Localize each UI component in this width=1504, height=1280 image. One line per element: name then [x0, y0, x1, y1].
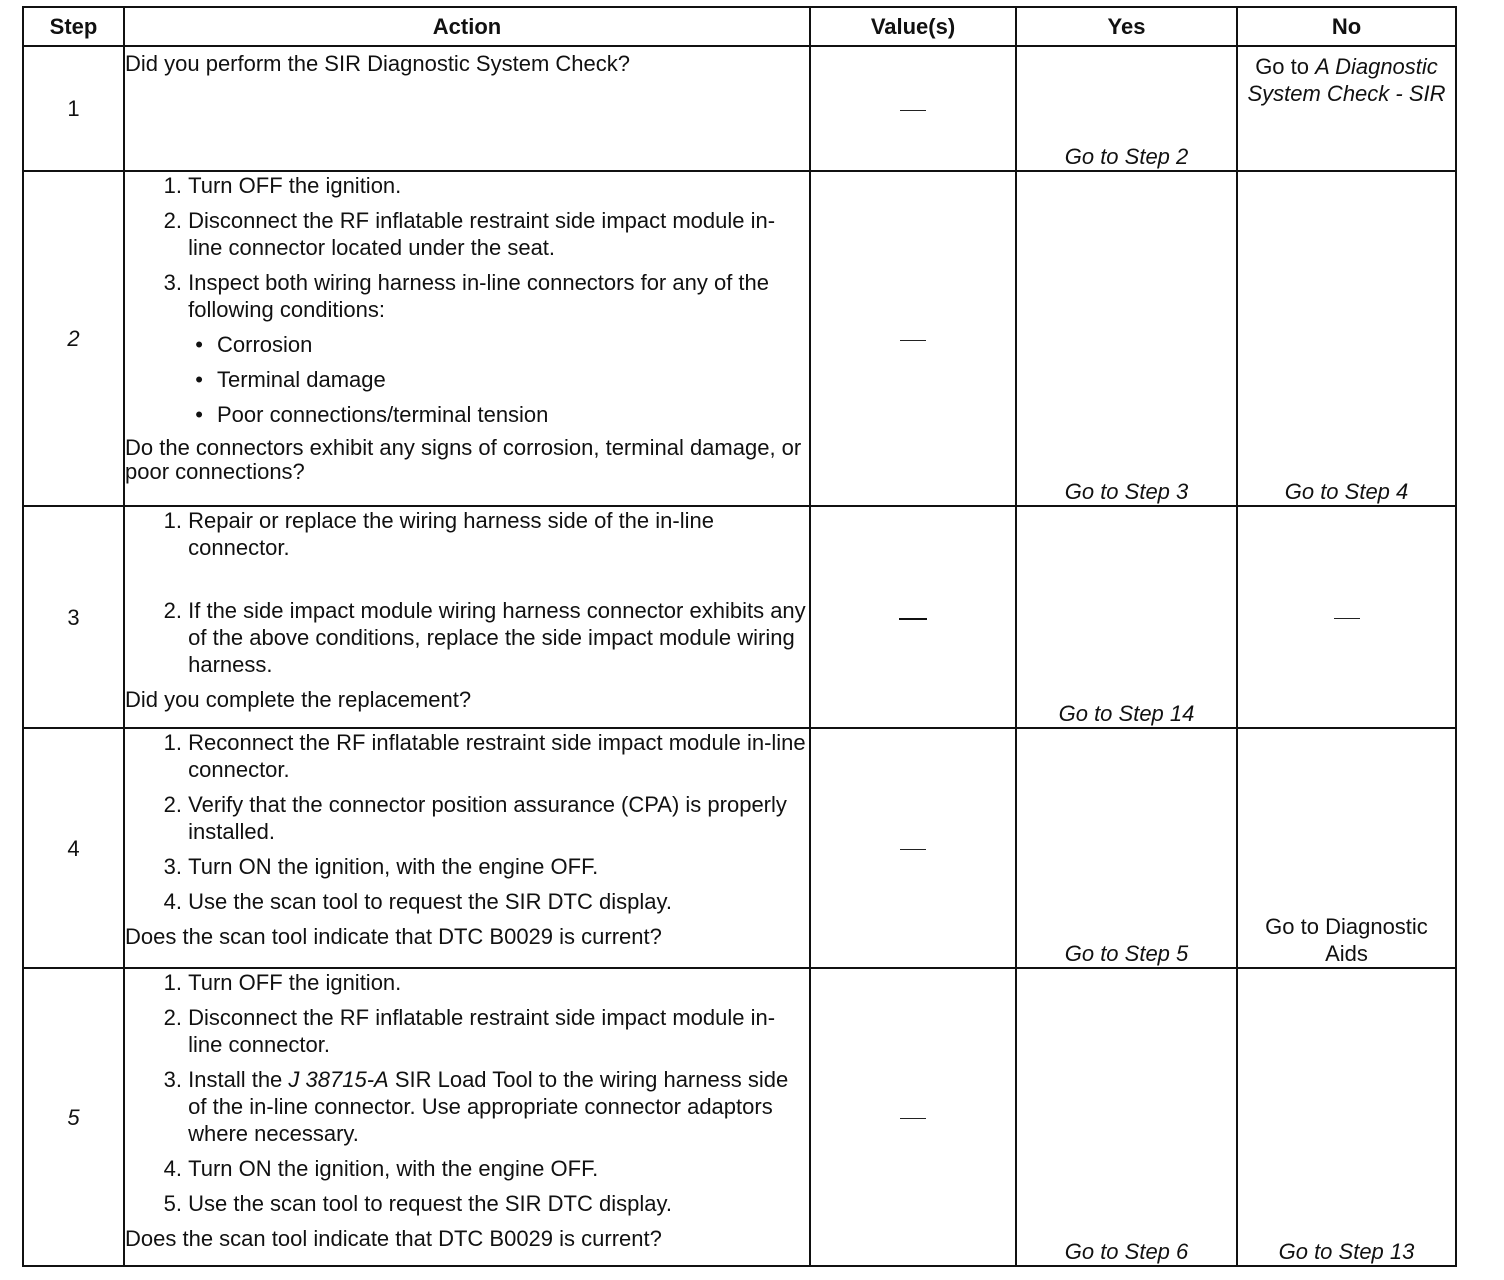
- action-question: Do the connectors exhibit any signs of corrosion, terminal damage, or poor connections?: [125, 435, 802, 484]
- no-dash: [1334, 618, 1360, 619]
- no-link: A Diagnostic System Check - SIR: [1247, 54, 1446, 106]
- action-step: 4. Use the scan tool to request the SIR DTC display.: [163, 889, 672, 914]
- action-step: 5. Use the scan tool to request the SIR DTC display.: [163, 1191, 672, 1216]
- action-step: 2. If the side impact module wiring harness connector exhibits any of the above conditions, replace the side impact module wiring harness.: [163, 598, 806, 677]
- action-cell: [124, 46, 810, 171]
- action-cell: [124, 171, 810, 506]
- diagnostic-table: [22, 6, 1457, 1267]
- value-dash: [900, 110, 926, 111]
- action-step: 2. Disconnect the RF inflatable restraint side impact module in-line connector.: [163, 1005, 776, 1057]
- yes-cell: Go to Step 6: [1016, 968, 1237, 1266]
- action-cell: [124, 728, 810, 968]
- header-no: No: [1237, 7, 1456, 46]
- condition-bullet: • Corrosion: [125, 331, 809, 358]
- step-number: 4: [23, 728, 124, 968]
- bullet-icon: •: [195, 402, 203, 427]
- action-question: Did you perform the SIR Diagnostic System Check?: [125, 51, 630, 76]
- action-cell: [124, 968, 810, 1266]
- table-row: [23, 171, 1456, 506]
- no-cell: Go to Step 4: [1237, 171, 1456, 506]
- value-cell: [810, 506, 1016, 728]
- value-dash: [900, 1118, 926, 1119]
- value-cell: [810, 968, 1016, 1266]
- yes-cell: Go to Step 2: [1016, 46, 1237, 171]
- action-question: Does the scan tool indicate that DTC B0029 is current?: [125, 1226, 662, 1251]
- step-number: 5: [23, 968, 124, 1266]
- no-cell: [1237, 506, 1456, 728]
- action-cell: [124, 506, 810, 728]
- bullet-icon: •: [195, 332, 203, 357]
- step-number: 1: [23, 46, 124, 171]
- value-dash: [900, 849, 926, 850]
- action-step: 1. Turn OFF the ignition.: [163, 173, 402, 198]
- action-step: 1. Repair or replace the wiring harness side of the in-line connector.: [163, 508, 714, 560]
- header-row: [23, 7, 1456, 46]
- action-question: Does the scan tool indicate that DTC B0029 is current?: [125, 924, 662, 949]
- value-dash: [900, 340, 926, 341]
- tool-name: J 38715-A: [288, 1067, 389, 1092]
- value-cell: [810, 46, 1016, 171]
- no-cell: Go to Step 13: [1237, 968, 1456, 1266]
- header-action: Action: [124, 7, 810, 46]
- no-cell: [1237, 46, 1456, 171]
- action-step: 3. Install the J 38715-A SIR Load Tool to the wiring harness side of the in-line connector. Use appropriate connector adaptors where necessary.: [163, 1067, 789, 1146]
- action-step: 2. Verify that the connector position assurance (CPA) is properly installed.: [163, 792, 787, 844]
- step-number: 2: [23, 171, 124, 506]
- action-step: 1. Turn OFF the ignition.: [163, 970, 402, 995]
- yes-cell: Go to Step 14: [1016, 506, 1237, 728]
- header-values: Value(s): [810, 7, 1016, 46]
- value-dash: [899, 618, 927, 620]
- yes-cell: Go to Step 3: [1016, 171, 1237, 506]
- yes-cell: Go to Step 5: [1016, 728, 1237, 968]
- bullet-icon: •: [195, 367, 203, 392]
- action-step: 1. Reconnect the RF inflatable restraint side impact module in-line connector.: [163, 730, 806, 782]
- header-yes: Yes: [1016, 7, 1237, 46]
- no-cell: Go to Diagnostic Aids: [1237, 728, 1456, 968]
- action-step: 3. Inspect both wiring harness in-line connectors for any of the following conditions:: [163, 270, 769, 322]
- action-step: 2. Disconnect the RF inflatable restraint side impact module in-line connector located under the seat.: [163, 208, 776, 260]
- table-row: [23, 968, 1456, 1266]
- no-prefix: Go to: [1255, 54, 1316, 79]
- value-cell: [810, 728, 1016, 968]
- table-row: [23, 506, 1456, 728]
- action-step: 4. Turn ON the ignition, with the engine OFF.: [163, 1156, 599, 1181]
- action-question: Did you complete the replacement?: [125, 687, 472, 712]
- action-step: 3. Turn ON the ignition, with the engine OFF.: [163, 854, 599, 879]
- header-step: Step: [23, 7, 124, 46]
- step-number: 3: [23, 506, 124, 728]
- table-row: [23, 46, 1456, 171]
- condition-bullet: • Poor connections/terminal tension: [125, 401, 809, 428]
- table-row: [23, 728, 1456, 968]
- condition-bullet: • Terminal damage: [125, 366, 809, 393]
- value-cell: [810, 171, 1016, 506]
